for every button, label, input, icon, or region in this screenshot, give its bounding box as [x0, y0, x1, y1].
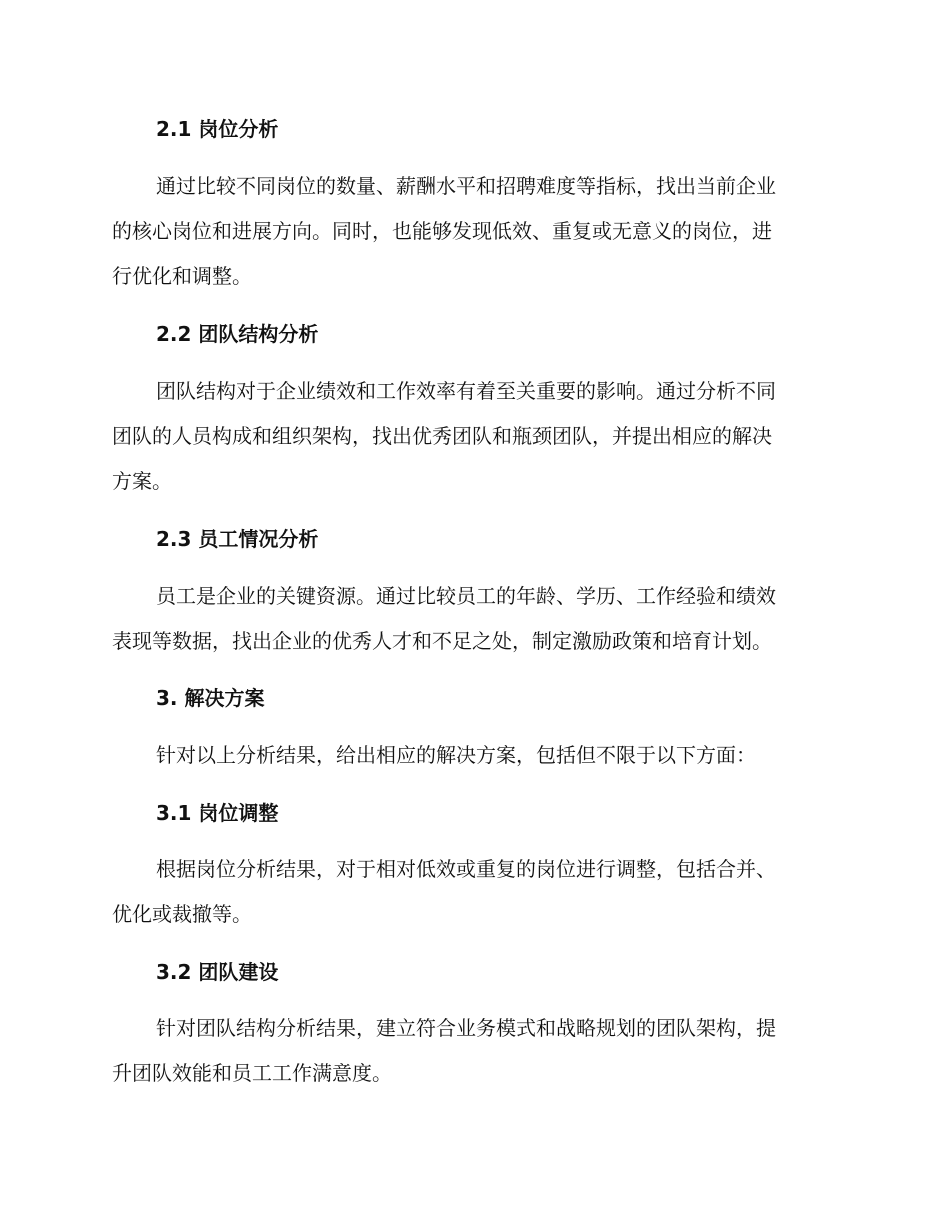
- paragraph-line: 根据岗位分析结果，对于相对低效或重复的岗位进行调整，包括合并、: [156, 857, 776, 881]
- paragraph-line: 针对以上分析结果，给出相应的解决方案，包括但不限于以下方面：: [156, 743, 756, 767]
- paragraph-line: 行优化和调整。: [112, 264, 252, 288]
- section-paragraph: [112, 847, 834, 937]
- section-heading: 2.1 岗位分析: [156, 117, 279, 141]
- section-heading: 2.2 团队结构分析: [156, 322, 319, 346]
- paragraph-line: 团队结构对于企业绩效和工作效率有着至关重要的影响。通过分析不同: [156, 379, 776, 403]
- section-heading: 3.1 岗位调整: [156, 801, 279, 825]
- paragraph-line: 员工是企业的关键资源。通过比较员工的年龄、学历、工作经验和绩效: [156, 584, 776, 608]
- paragraph-line: 针对团队结构分析结果，建立符合业务模式和战略规划的团队架构，提: [156, 1016, 776, 1040]
- section-heading: 3.2 团队建设: [156, 960, 279, 984]
- paragraph-line: 表现等数据，找出企业的优秀人才和不足之处，制定激励政策和培育计划。: [112, 629, 772, 653]
- section-paragraph: [112, 733, 834, 778]
- section-heading: 2.3 员工情况分析: [156, 527, 319, 551]
- section-paragraph: [112, 1006, 834, 1096]
- paragraph-line: 团队的人员构成和组织架构，找出优秀团队和瓶颈团队，并提出相应的解决: [112, 424, 772, 448]
- paragraph-line: 的核心岗位和进展方向。同时，也能够发现低效、重复或无意义的岗位，进: [112, 219, 772, 243]
- section-paragraph: [112, 574, 834, 664]
- section-heading: 3. 解决方案: [156, 686, 265, 710]
- paragraph-line: 方案。: [112, 469, 172, 493]
- paragraph-line: 通过比较不同岗位的数量、薪酬水平和招聘难度等指标，找出当前企业: [156, 174, 776, 198]
- section-paragraph: [112, 164, 834, 299]
- paragraph-line: 升团队效能和员工工作满意度。: [112, 1061, 392, 1085]
- paragraph-line: 优化或裁撤等。: [112, 902, 252, 926]
- section-paragraph: [112, 369, 834, 504]
